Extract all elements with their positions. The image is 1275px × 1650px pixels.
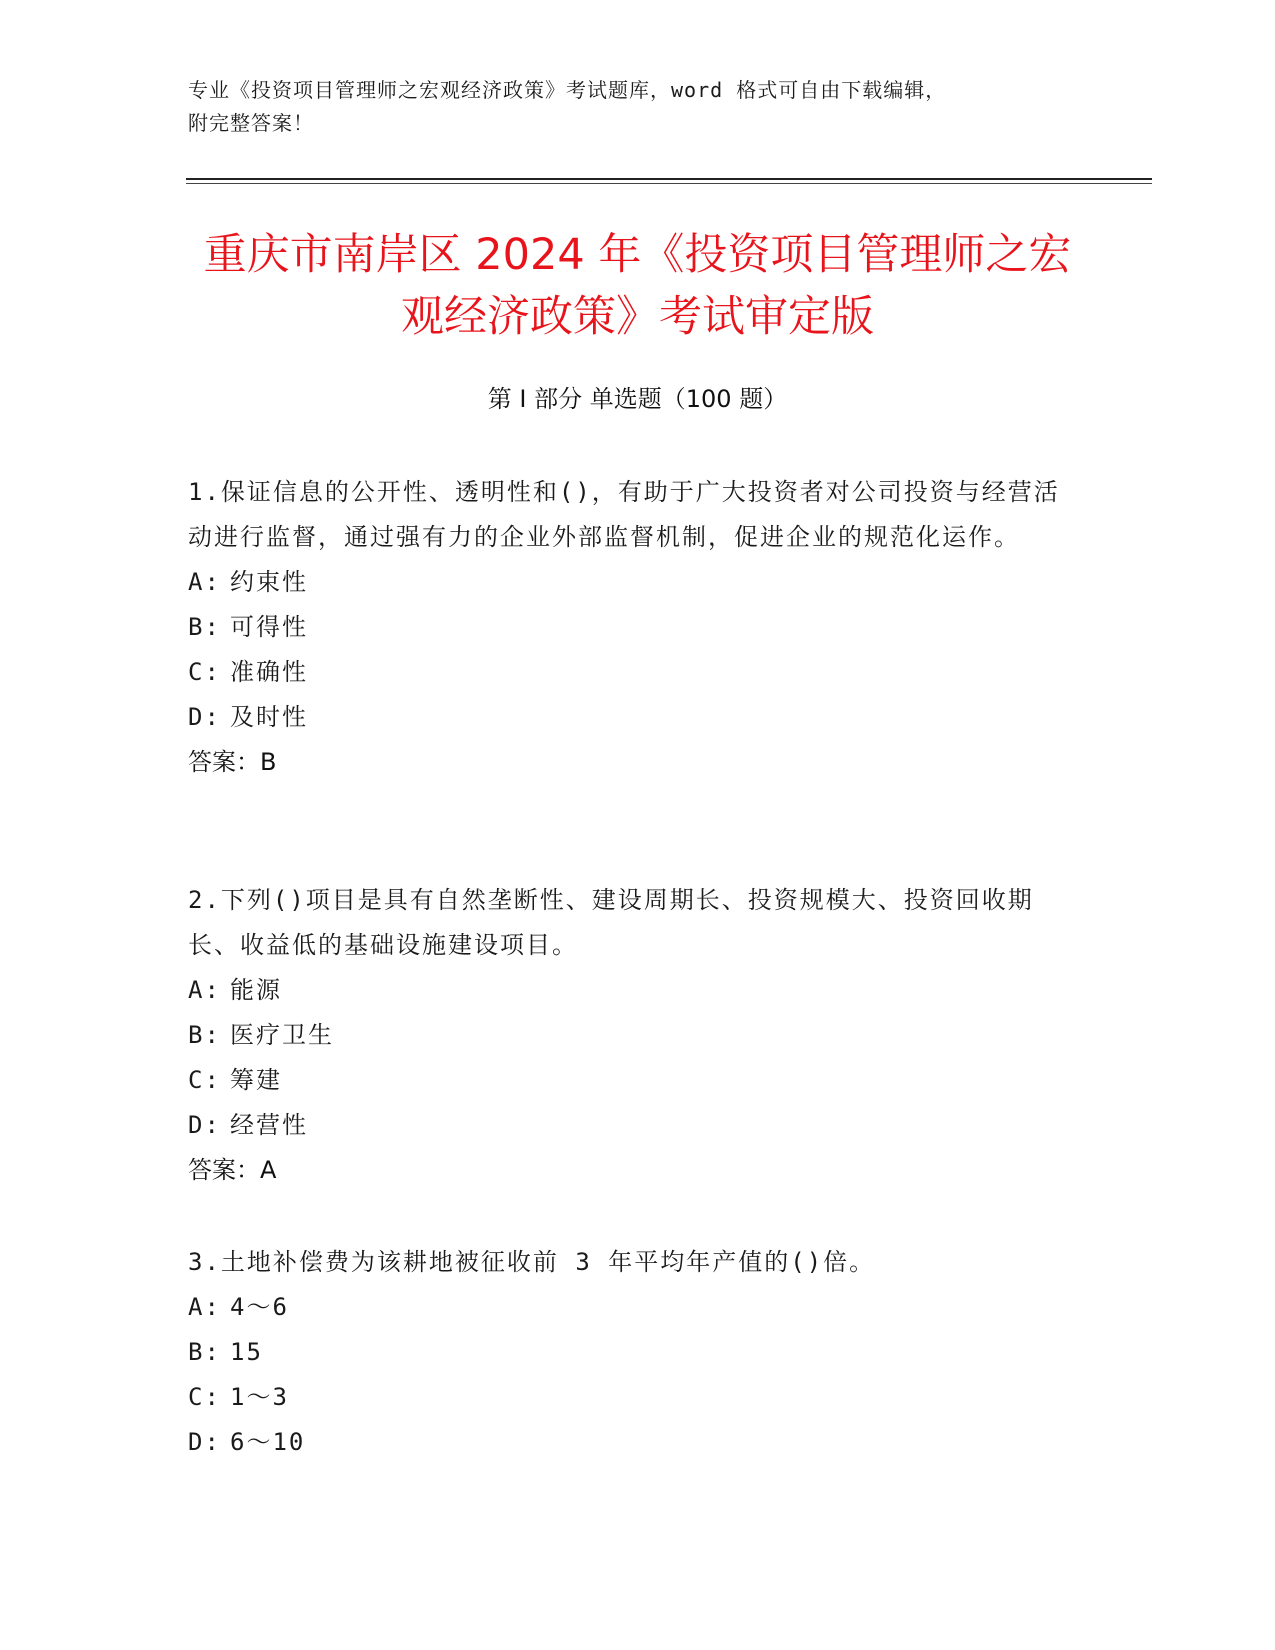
option-d: [188, 1420, 1068, 1465]
question-2: [188, 878, 1068, 1193]
option-b: [188, 1330, 1068, 1375]
option-c: [188, 1375, 1068, 1420]
option-key: B:: [188, 1021, 221, 1049]
answer-label: 答案：A: [188, 1156, 277, 1184]
option-text: 1～3: [230, 1383, 289, 1411]
option-key: B:: [188, 613, 221, 641]
option-c: [188, 1058, 1068, 1103]
option-key: C:: [188, 1066, 221, 1094]
option-a: [188, 560, 1068, 605]
option-text: 4～6: [230, 1293, 289, 1321]
question-stem: 1.保证信息的公开性、透明性和()，有助于广大投资者对公司投资与经营活动进行监督，通过强有力的企业外部监督机制，促进企业的规范化运作。: [188, 478, 1060, 551]
header-divider-thick: [186, 178, 1152, 180]
answer-label: 答案：B: [188, 748, 277, 776]
option-d: [188, 1103, 1068, 1148]
option-key: C:: [188, 658, 221, 686]
header-note-line-1: 专业《投资项目管理师之宏观经济政策》考试题库，word 格式可自由下载编辑，: [188, 78, 947, 102]
question-3: [188, 1240, 1068, 1465]
option-key: D:: [188, 1428, 221, 1456]
option-text: 可得性: [230, 613, 308, 641]
header-note-line-2: 附完整答案！: [188, 111, 314, 135]
option-key: C:: [188, 1383, 221, 1411]
option-text: 能源: [230, 976, 282, 1004]
option-text: 经营性: [230, 1111, 308, 1139]
option-key: A:: [188, 1293, 221, 1321]
option-text: 筹建: [230, 1066, 282, 1094]
option-text: 15: [230, 1338, 263, 1366]
option-text: 准确性: [230, 658, 308, 686]
option-d: [188, 695, 1068, 740]
option-b: [188, 605, 1068, 650]
option-key: B:: [188, 1338, 221, 1366]
option-b: [188, 1013, 1068, 1058]
option-text: 医疗卫生: [230, 1021, 334, 1049]
document-title-line-2: 观经济政策》考试审定版: [401, 292, 874, 342]
document-title-line-1: 重庆市南岸区 2024 年《投资项目管理师之宏: [203, 230, 1072, 280]
option-a: [188, 968, 1068, 1013]
document-title: [170, 224, 1105, 348]
question-1: [188, 470, 1068, 785]
option-key: A:: [188, 568, 221, 596]
question-stem: 3.土地补偿费为该耕地被征收前 3 年平均年产值的()倍。: [188, 1248, 876, 1276]
option-a: [188, 1285, 1068, 1330]
section-heading: 第 I 部分 单选题（100 题）: [487, 385, 788, 413]
option-key: A:: [188, 976, 221, 1004]
option-text: 6～10: [230, 1428, 306, 1456]
option-c: [188, 650, 1068, 695]
option-text: 约束性: [230, 568, 308, 596]
question-stem: 2.下列()项目是具有自然垄断性、建设周期长、投资规模大、投资回收期长、收益低的基础设施建设项目。: [188, 886, 1034, 959]
header-divider-thin: [186, 183, 1152, 184]
header-note: [188, 74, 1088, 140]
option-key: D:: [188, 703, 221, 731]
option-key: D:: [188, 1111, 221, 1139]
option-text: 及时性: [230, 703, 308, 731]
